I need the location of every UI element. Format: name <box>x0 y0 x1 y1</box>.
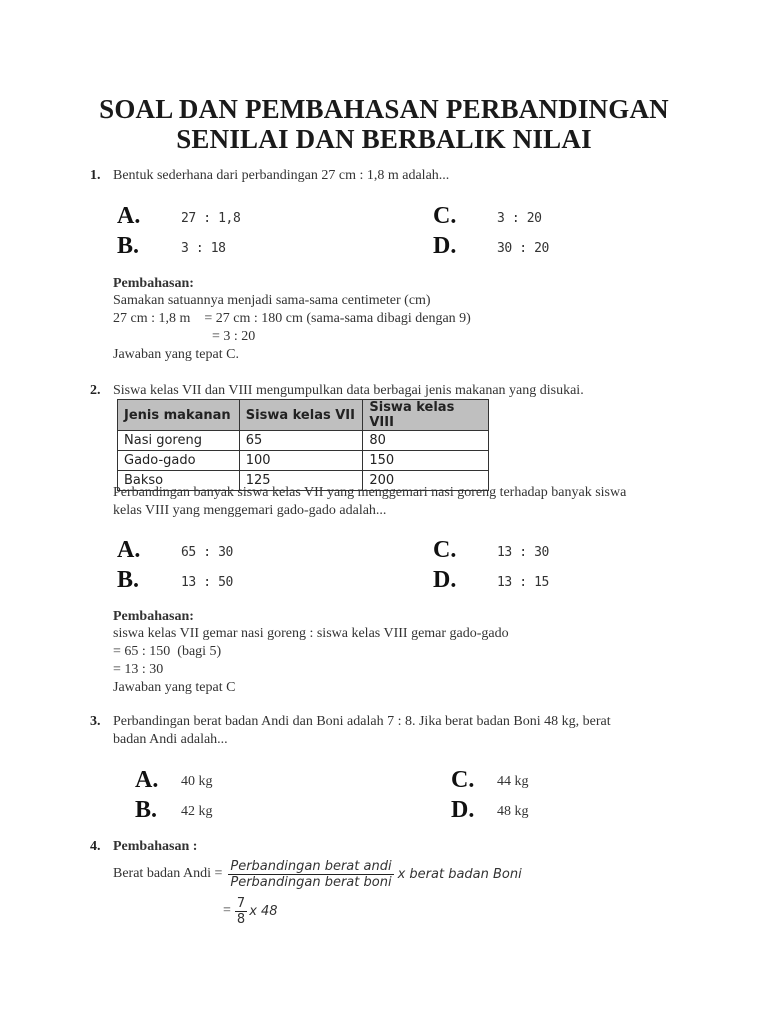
table-cell: Nasi goreng <box>118 431 240 451</box>
table-cell: 150 <box>363 451 489 471</box>
q3-option-b-value: 42 kg <box>181 804 213 819</box>
q4-formula-fraction <box>228 859 393 890</box>
q2-pembahasan-label: Pembahasan: <box>113 609 194 624</box>
q1-option-d-letter: D. <box>433 233 457 259</box>
q2-explanation-line-1: siswa kelas VII gemar nasi goreng : siswa kelas VIII gemar gado-gado <box>113 626 509 641</box>
q1-answer: Jawaban yang tepat C. <box>113 347 239 362</box>
food-table <box>117 399 489 491</box>
question-1-number: 1. <box>90 168 101 183</box>
table-header-row <box>118 400 489 431</box>
q1-option-c-letter: C. <box>433 203 457 229</box>
table-header: Siswa kelas VII <box>239 400 363 431</box>
q3-option-c-value: 44 kg <box>497 774 529 789</box>
q4-fraction-2-denominator: 8 <box>236 911 246 927</box>
q2-explanation-line-3: = 13 : 30 <box>113 662 164 677</box>
question-1-text: Bentuk sederhana dari perbandingan 27 cm : 1,8 m adalah... <box>113 168 450 183</box>
q1-pembahasan-label: Pembahasan: <box>113 276 194 291</box>
question-3-number: 3. <box>90 714 101 729</box>
q2-option-c-value: 13 : 30 <box>497 545 549 560</box>
question-2-number: 2. <box>90 383 101 398</box>
question-2-text-3: kelas VIII yang menggemari gado-gado adalah... <box>113 503 387 518</box>
q1-option-b-letter: B. <box>117 233 140 259</box>
q4-pembahasan-label: Pembahasan : <box>113 839 198 854</box>
question-3-text-1: Perbandingan berat badan Andi dan Boni adalah 7 : 8. Jika berat badan Boni 48 kg, berat <box>113 714 611 729</box>
q2-option-b-letter: B. <box>117 567 140 593</box>
q1-explanation-line-1: Samakan satuannya menjadi sama-sama centimeter (cm) <box>113 293 431 308</box>
question-4-number: 4. <box>90 839 101 854</box>
q4-equals-sign: = <box>223 903 231 918</box>
question-3-text-2: badan Andi adalah... <box>113 732 228 747</box>
q4-fraction-numerator: Perbandingan berat andi <box>230 858 392 874</box>
table-cell: Gado-gado <box>118 451 240 471</box>
q2-option-a-letter: A. <box>117 537 141 563</box>
q3-option-a-value: 40 kg <box>181 774 213 789</box>
question-2-text-2: Perbandingan banyak siswa kelas VII yang menggemari nasi goreng terhadap banyak siswa <box>113 485 627 500</box>
q2-answer: Jawaban yang tepat C <box>113 680 236 695</box>
table-cell: 65 <box>239 431 363 451</box>
q3-option-d-value: 48 kg <box>497 804 529 819</box>
table-cell: 80 <box>363 431 489 451</box>
page-title-line-1: SOAL DAN PEMBAHASAN PERBANDINGAN <box>99 94 669 124</box>
q4-fraction-2 <box>235 896 247 927</box>
q2-option-b-value: 13 : 50 <box>181 575 233 590</box>
q4-fraction-denominator: Perbandingan berat boni <box>230 874 392 890</box>
q4-formula-lhs: Berat badan Andi = <box>113 866 223 881</box>
q1-option-c-value: 3 : 20 <box>497 211 542 226</box>
q1-option-d-value: 30 : 20 <box>497 241 549 256</box>
q3-option-b-letter: B. <box>135 797 158 823</box>
q2-option-a-value: 65 : 30 <box>181 545 233 560</box>
table-row <box>118 451 489 471</box>
q2-explanation-line-2: = 65 : 150 (bagi 5) <box>113 644 222 659</box>
page-title-line-2: SENILAI DAN BERBALIK NILAI <box>176 124 592 154</box>
q2-option-d-value: 13 : 15 <box>497 575 549 590</box>
table-row <box>118 431 489 451</box>
table-cell: 125 <box>239 471 363 491</box>
q4-formula-row-1 <box>113 854 522 894</box>
q4-formula-rhs: x berat badan Boni <box>397 866 522 882</box>
q4-formula-rhs-2: x 48 <box>249 903 278 919</box>
table-header: Siswa kelas VIII <box>363 400 489 431</box>
question-2-text: Siswa kelas VII dan VIII mengumpulkan data berbagai jenis makanan yang disukai. <box>113 383 584 398</box>
q1-explanation-line-2: 27 cm : 1,8 m = 27 cm : 180 cm (sama-sama dibagi dengan 9) <box>113 311 471 326</box>
q4-fraction-2-numerator: 7 <box>236 895 246 911</box>
q2-option-c-letter: C. <box>433 537 457 563</box>
table-header: Jenis makanan <box>118 400 240 431</box>
q1-option-b-value: 3 : 18 <box>181 241 226 256</box>
table-cell: 200 <box>363 471 489 491</box>
q2-option-d-letter: D. <box>433 567 457 593</box>
q1-option-a-letter: A. <box>117 203 141 229</box>
q1-explanation-line-3: = 3 : 20 <box>212 329 256 344</box>
table-cell: 100 <box>239 451 363 471</box>
q3-option-a-letter: A. <box>135 767 159 793</box>
q3-option-c-letter: C. <box>451 767 475 793</box>
q1-option-a-value: 27 : 1,8 <box>181 211 241 226</box>
q4-formula-row-2 <box>223 892 278 930</box>
q3-option-d-letter: D. <box>451 797 475 823</box>
table-cell: Bakso <box>118 471 240 491</box>
